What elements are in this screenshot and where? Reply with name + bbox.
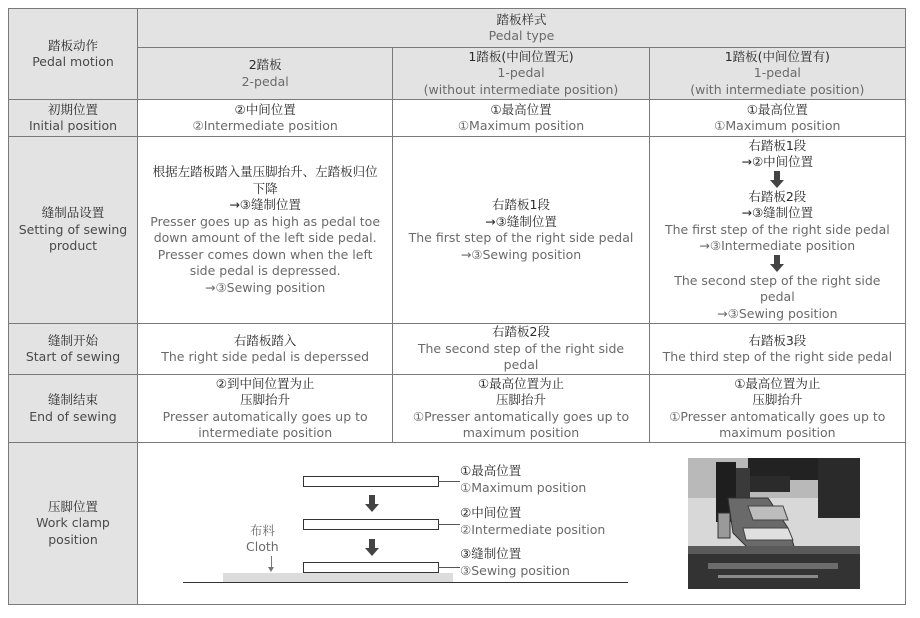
setting-c3-en3: The second step of the right side <box>674 272 881 288</box>
setting-c3-en4: pedal <box>759 289 795 305</box>
setting-c2-zh2: →③缝制位置 <box>485 213 557 229</box>
leader-line <box>438 524 460 525</box>
clamp-label <box>9 443 138 605</box>
end-c3-zh2: 压脚抬升 <box>752 392 803 407</box>
col3-zh: 1踏板(中间位置有) <box>724 48 830 64</box>
initial-label-zh: 初期位置 <box>47 101 98 117</box>
end-c1-zh1: ②到中间位置为止 <box>215 375 315 391</box>
setting-label-en2: product <box>48 238 98 254</box>
initial-c1-en: ②Intermediate position <box>192 118 338 133</box>
setting-label <box>9 137 138 324</box>
col1-zh: 2踏板 <box>248 57 282 72</box>
clamp-plate-intermediate <box>303 519 439 530</box>
clamp-label-en2: position <box>48 531 98 547</box>
pos2-zh: ②中间位置 <box>460 505 522 520</box>
start-c2-en1: The second step of the right side <box>417 340 625 356</box>
cloth-en: Cloth <box>246 539 279 554</box>
start-col1 <box>138 324 393 375</box>
pedal-spec-table <box>8 8 906 605</box>
initial-col3 <box>649 100 905 137</box>
end-c1-zh2: 压脚抬升 <box>240 392 291 407</box>
setting-c3-zh1: 右踏板1段 <box>748 137 807 153</box>
end-c1-en2: intermediate position <box>198 425 333 440</box>
end-c1-en1: Presser automatically goes up to <box>162 408 368 424</box>
end-label-zh: 缝制结束 <box>47 392 98 407</box>
table-surface-line <box>183 582 628 583</box>
clamp-label-sewing <box>460 546 570 579</box>
initial-c3-en: ①Maximum position <box>714 118 841 133</box>
col2-en2: (without intermediate position) <box>423 81 619 97</box>
setting-col2 <box>393 137 649 324</box>
setting-c1-en1: Presser goes up as high as pedal toe <box>150 213 381 229</box>
clamp-label-zh: 压脚位置 <box>47 498 98 514</box>
end-col2 <box>393 375 649 443</box>
start-label-zh: 缝制开始 <box>47 332 98 348</box>
cloth-shape <box>223 573 453 582</box>
clamp-label-en1: Work clamp <box>36 515 110 531</box>
pedal-motion-header <box>9 9 138 100</box>
setting-c1-zh1: 根据左踏板踏入量压脚抬升、左踏板归位 <box>152 164 378 179</box>
initial-c1-zh: ②中间位置 <box>234 101 296 117</box>
setting-c3-zh3: 右踏板2段 <box>748 188 807 204</box>
initial-c2-zh: ①最高位置 <box>490 101 552 117</box>
pedal-motion-en: Pedal motion <box>32 54 114 69</box>
col3-en: 1-pedal <box>753 65 801 81</box>
col3-en2: (with intermediate position) <box>690 81 865 97</box>
start-c2-zh: 右踏板2段 <box>492 324 550 340</box>
end-c2-zh1: ①最高位置为止 <box>477 375 565 391</box>
start-c3-en: The third step of the right side pedal <box>662 349 893 364</box>
setting-c2-en2: →③Sewing position <box>460 246 582 262</box>
initial-col1 <box>138 100 393 137</box>
end-label <box>9 375 138 443</box>
clamp-plate-maximum <box>303 476 439 487</box>
end-label-en: End of sewing <box>29 408 117 424</box>
end-col3 <box>649 375 905 443</box>
cloth-pointer-arrow-icon <box>268 567 274 572</box>
initial-position-label <box>9 100 138 137</box>
clamp-diagram <box>138 443 905 604</box>
pos3-zh: ③缝制位置 <box>460 546 522 561</box>
down-arrow-icon <box>770 255 784 273</box>
setting-c3-en2: →③Intermediate position <box>699 238 856 254</box>
col1-en: 2-pedal <box>241 73 289 89</box>
setting-label-zh: 缝制品设置 <box>41 205 105 221</box>
setting-c1-en2: down amount of the left side pedal. <box>153 230 377 245</box>
initial-label-en: Initial position <box>28 118 118 133</box>
end-c2-zh2: 压脚抬升 <box>495 392 546 407</box>
leader-line <box>438 481 460 482</box>
setting-c1-zh3: →③缝制位置 <box>229 197 301 212</box>
col-2-pedal-header <box>138 48 393 100</box>
cloth-label <box>246 523 279 555</box>
setting-c3-en5: →③Sewing position <box>717 305 838 321</box>
pos1-zh: ①最高位置 <box>460 463 522 478</box>
end-c3-en2: maximum position <box>719 425 836 440</box>
setting-c2-en1: The first step of the right side pedal <box>408 230 634 245</box>
start-c3-zh: 右踏板3段 <box>748 332 807 348</box>
initial-c3-zh: ①最高位置 <box>746 101 808 117</box>
clamp-plate-sewing <box>303 562 439 573</box>
setting-c3-zh4: →③缝制位置 <box>741 205 814 221</box>
col2-zh: 1踏板(中间位置无) <box>468 48 574 64</box>
initial-c2-en: ①Maximum position <box>457 118 585 133</box>
pedal-motion-zh: 踏板动作 <box>47 37 98 53</box>
setting-c1-en5: →③Sewing position <box>204 279 326 295</box>
start-c1-zh: 右踏板踏入 <box>233 332 297 348</box>
col-1-pedal-no-intermediate-header <box>393 48 649 100</box>
setting-c1-en3: Presser comes down when the left <box>157 246 373 262</box>
col-1-pedal-with-intermediate-header <box>649 48 905 100</box>
pedal-type-en: Pedal type <box>488 28 555 43</box>
pos2-en: ②Intermediate position <box>460 521 606 537</box>
setting-col1 <box>138 137 393 324</box>
setting-c3-en1: The first step of the right side pedal <box>664 221 890 237</box>
down-arrow-icon <box>365 539 379 557</box>
clamp-label-maximum <box>460 463 586 496</box>
start-label-en: Start of sewing <box>25 349 121 364</box>
clamp-diagram-cell <box>138 443 906 605</box>
end-c3-zh1: ①最高位置为止 <box>734 375 821 391</box>
setting-c1-zh2: 下降 <box>252 180 278 196</box>
start-col3 <box>649 324 905 375</box>
setting-col3 <box>649 137 905 324</box>
down-arrow-icon <box>770 171 784 189</box>
setting-label-en1: Setting of sewing <box>18 221 128 237</box>
start-col2 <box>393 324 649 375</box>
end-c2-en2: maximum position <box>462 425 580 440</box>
end-col1 <box>138 375 393 443</box>
col2-en: 1-pedal <box>497 65 545 81</box>
clamp-label-intermediate <box>460 505 605 538</box>
start-c2-en2: pedal <box>503 357 539 373</box>
setting-c2-zh1: 右踏板1段 <box>492 197 550 212</box>
start-label <box>9 324 138 375</box>
initial-col2 <box>393 100 649 137</box>
setting-c3-zh2: →②中间位置 <box>741 154 814 170</box>
cloth-zh: 布料 <box>249 523 275 538</box>
end-c3-en1: ①Presser antomatically goes up to <box>669 408 886 424</box>
pos3-en: ③Sewing position <box>460 562 570 578</box>
sewing-machine-photo <box>688 458 860 589</box>
pedal-type-zh: 踏板样式 <box>496 11 547 27</box>
pos1-en: ①Maximum position <box>460 479 587 495</box>
down-arrow-icon <box>365 495 379 513</box>
start-c1-en: The right side pedal is deperssed <box>161 349 370 364</box>
pedal-type-header <box>138 9 906 48</box>
leader-line <box>438 567 460 568</box>
end-c2-en1: ①Presser antomatically goes up to <box>412 408 630 424</box>
setting-c1-en4: side pedal is depressed. <box>189 263 341 278</box>
